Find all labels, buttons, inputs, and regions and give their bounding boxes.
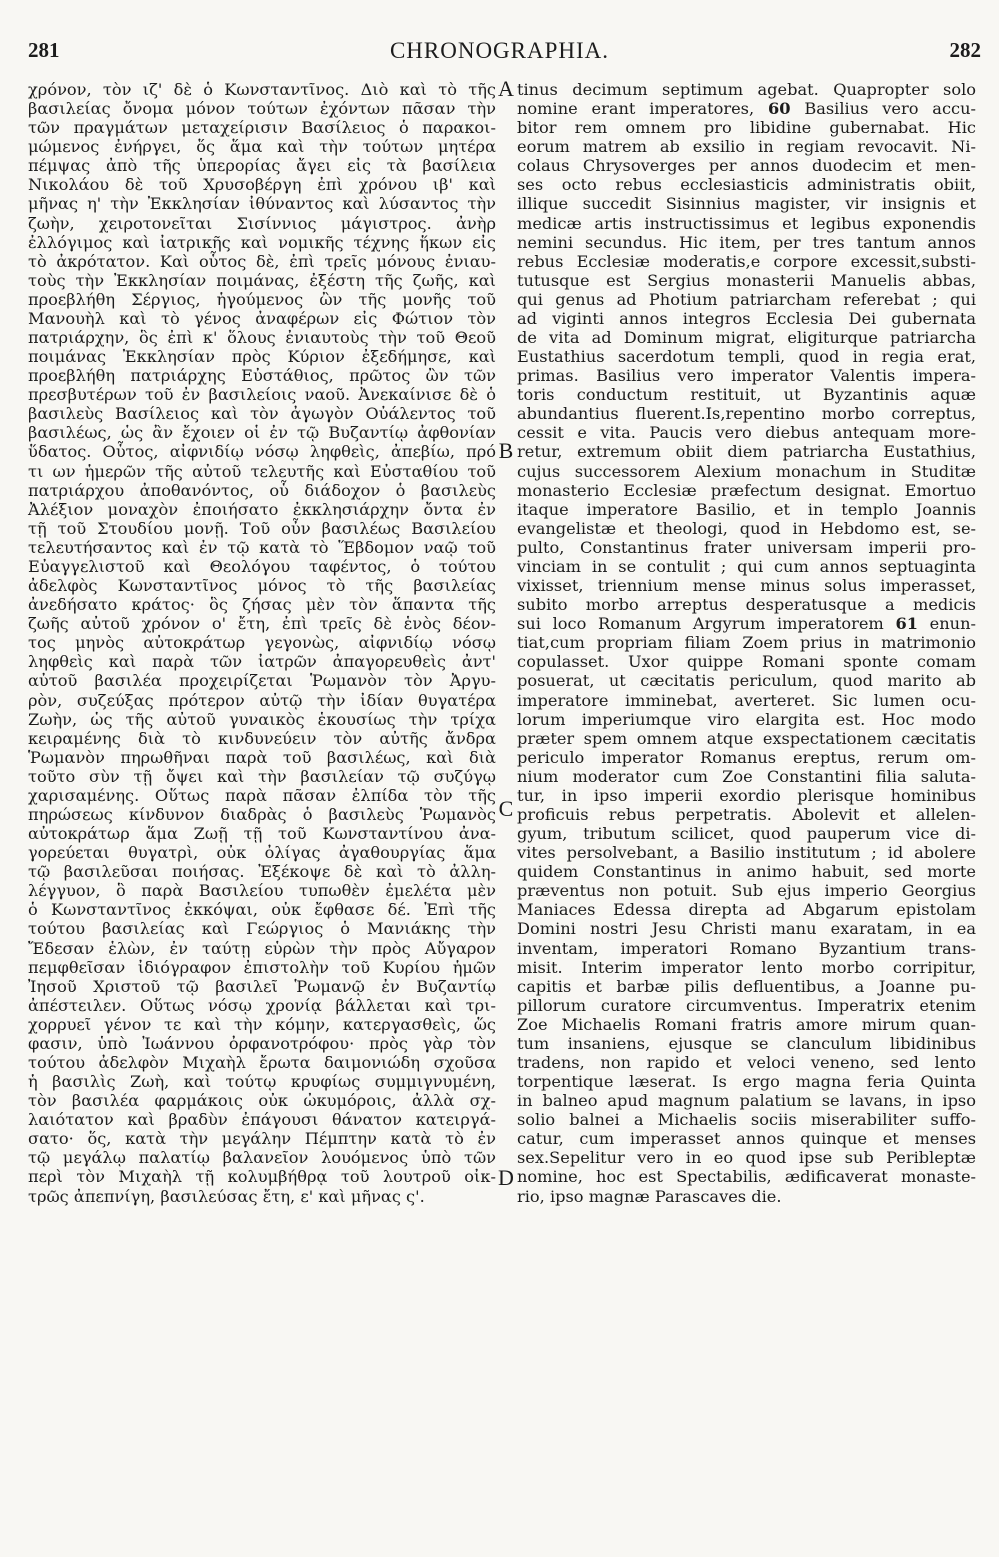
greek-text-line: τῇ τοῦ Στουδίου μονῇ. Τοῦ οὖν βασιλέως Βασιλείου [28, 518, 496, 538]
latin-text-line: sex.Sepelitur vero in eo quod ipse sub Peribleptæ [517, 1148, 976, 1168]
greek-text-line: χρόνον, τὸν ιζ' δὲ ὁ Κωνσταντῖνος. Διὸ καὶ τὸ τῆς [28, 80, 496, 99]
greek-text-line: Ἀλέξιον μοναχὸν ἐποιήσατο ἐκκλησιάρχην ὄντα ἐν [28, 499, 496, 519]
greek-text-line: τι ων ἡμερῶν τῆς αὐτοῦ τελευτῆς καὶ Εὐσταθίου τοῦ [28, 461, 496, 481]
greek-text-line: τῶν πραγμάτων μεταχείρισιν Βασίλειος ὁ παρακοι- [28, 118, 496, 138]
greek-text-line: τος μηνὸς αὐτοκράτωρ γεγονὼς, αἰφνιδίῳ νόσῳ [28, 633, 496, 653]
latin-text-line: Maniaces Edessa direpta ad Abgarum epistolam [517, 900, 976, 920]
latin-text-line: primas. Basilius vero imperator Valentis impera- [517, 366, 976, 386]
latin-text-line: præventus non potuit. Sub ejus imperio Georgius [517, 881, 976, 901]
latin-text-line: solio balnei a Michaelis sociis miserabiliter suffo- [517, 1110, 976, 1130]
greek-text-line: χαρισαμένης. Οὕτως παρὰ πᾶσαν ἐλπίδα τὸν τῆς [28, 785, 496, 805]
latin-text-line: cessit e vita. Paucis vero diebus antequam more- [517, 423, 976, 443]
greek-text-line: λέγγυον, ὃ παρὰ Βασιλείου τυπωθὲν ἐμελέτα μὲν [28, 881, 496, 901]
latin-text-line: vixisset, triennium mense minus solus imperasset, [517, 576, 976, 596]
latin-text-line: illique succedit Sisinnius magister, vir insignis et [517, 194, 976, 214]
section-marker-d: D [498, 1165, 514, 1190]
greek-text-line: τελευτήσαντος καὶ ἐν τῷ κατὰ τὸ Ἕβδομον ναῷ τοῦ [28, 537, 496, 557]
greek-text-line: αὐτοῦ βασιλέα προχειρίζεται Ῥωμανὸν τὸν Ἀργυ- [28, 671, 496, 691]
greek-text-line: τούτου ἀδελφὸν Μιχαὴλ ἔρωτα δαιμονιώδη σχοῦσα [28, 1052, 496, 1072]
latin-text-line: præter spem omnem atque exspectationem cæcitatis [517, 728, 976, 748]
latin-text-line: evangelistæ et theologi, quod in Hebdomo est, se- [517, 518, 976, 538]
latin-text-line: tradens, non rapido et veloci veneno, sed lento [517, 1052, 976, 1072]
greek-text-line: τὸν βασιλέα φαρμάκοις οὐκ ὠκυμόροις, ἀλλὰ σχ- [28, 1091, 496, 1111]
latin-text-line: quidem Constantinus in animo habuit, sed morte [517, 862, 976, 882]
latin-text-line: tutusque est Sergius monasterii Manuelis abbas, [517, 270, 976, 290]
greek-text-line: πατριάρχην, ὃς ἐπὶ κ' ὅλους ἐνιαυτοὺς τὴν τοῦ Θεοῦ [28, 328, 496, 348]
latin-text-line: gyum, tributum scilicet, quod pauperum vice di- [517, 824, 976, 844]
greek-text-line: κειραμένης διὰ τὸ κινδυνεύειν τὸν αὐτῆς ἄνδρα [28, 728, 496, 748]
greek-text-line: περὶ τὸν Μιχαὴλ τῇ κολυμβήθρᾳ τοῦ λουτροῦ οἰκ- [28, 1167, 496, 1187]
greek-text-line: Νικολάου δὲ τοῦ Χρυσοβέργη ἐπὶ χρόνου ιβ' καὶ [28, 175, 496, 195]
latin-text-line: de vita ad Dominum migrat, eligiturque patriarcha [517, 328, 976, 348]
section-marker-a: A [498, 76, 514, 101]
latin-text-line: pulto, Constantinus frater universam imperii pro- [517, 537, 976, 557]
latin-text-line: nomine, hoc est Spectabilis, ædificaverat monaste- [517, 1167, 976, 1187]
latin-text-line: Zoe Michaelis Romani fratris amore mirum quan- [517, 1014, 976, 1034]
greek-text-line: τοὺς τὴν Ἐκκλησίαν ποιμάνας, ἐξέστη τῆς ζωῆς, καὶ [28, 270, 496, 290]
latin-text-line: sui loco Romanum Argyrum imperatorem 61 enun- [517, 614, 976, 634]
greek-text-line: ἡ βασιλὶς Ζωὴ, καὶ τούτῳ κρυφίως συμμιγνυμένη, [28, 1072, 496, 1092]
greek-text-line: Ἔδεσαν ἑλὼν, ἐν ταύτῃ εὑρὼν τὴν πρὸς Αὔγαρον [28, 938, 496, 958]
greek-text-column [28, 80, 496, 1557]
latin-text-line: toris conductum restituit, ut Byzantinis aquæ [517, 385, 976, 405]
latin-text-line: cujus successorem Alexium monachum in Studitæ [517, 461, 976, 481]
latin-text-line: monasterio Ecclesiæ præfectum designat. Emortuo [517, 480, 976, 500]
latin-text-line: nemini secundus. Hic item, per tres tantum annos [517, 232, 976, 252]
greek-text-line: τῷ βασιλεῦσαι ποιήσας. Ἐξέκοψε δὲ καὶ τὸ ἀλλη- [28, 862, 496, 882]
greek-text-line: βασιλέως, ὡς ἂν ἔχοιεν οἱ ἐν τῷ Βυζαντίῳ ἀφθονίαν [28, 423, 496, 443]
greek-text-line: βασιλείας ὄνομα μόνον τούτων ἐχόντων πᾶσαν τὴν [28, 99, 496, 119]
greek-text-line: τοῦτο σὺν τῇ ὄψει καὶ τὴν βασιλείαν τῷ συζύγῳ [28, 766, 496, 786]
greek-text-line: γορεύεται θυγατρὶ, οὐκ ὀλίγας ἀγαθουργίας ἅμα [28, 843, 496, 863]
section-marker-b: B [498, 438, 514, 463]
latin-text-line: subito morbo arreptus desperatusque a medicis [517, 595, 976, 615]
page-number-left: 281 [28, 38, 60, 62]
greek-text-line: πατριάρχου ἀποθανόντος, οὗ διάδοχον ὁ βασιλεὺς [28, 480, 496, 500]
latin-text-fragment: Basilius vero accu- [790, 99, 976, 119]
latin-text-line: abundantius fluerent.Is,repentino morbo correptus, [517, 404, 976, 424]
greek-text-line: Ἰησοῦ Χριστοῦ τῷ βασιλεῖ Ῥωμανῷ ἐν Βυζαντίῳ [28, 976, 496, 996]
page-header [0, 38, 999, 78]
greek-text-line: χορρυεῖ γένον τε καὶ τὴν κόμην, κατεργασθεὶς, ὥς [28, 1014, 496, 1034]
latin-text-column [517, 80, 976, 1557]
greek-text-line: μώμενος ἐνήργει, ὅς ἅμα καὶ τὴν τούτων μητέρα [28, 137, 496, 157]
bold-numeral: 61 [895, 614, 918, 634]
latin-text-line: posuerat, ut cæcitatis periculum, quod marito ab [517, 671, 976, 691]
latin-text-line: imperatore imminebat, averteret. Sic lumen ocu- [517, 690, 976, 710]
latin-text-line: rebus Ecclesiæ moderatis,e corpore excessit,substi- [517, 251, 976, 271]
latin-text-line: tinus decimum septimum agebat. Quapropter solo [517, 80, 976, 99]
latin-text-fragment: enun- [917, 614, 976, 634]
greek-text-line: ληφθεὶς καὶ παρὰ τῶν ἰατρῶν ἀπαγορευθεὶς ἀντ' [28, 652, 496, 672]
latin-text-line: copulasset. Uxor quippe Romani sponte comam [517, 652, 976, 672]
latin-text-line: Eustathius sacerdotum templi, quod in regia erat, [517, 347, 976, 367]
greek-text-line: βασιλεὺς Βασίλειος καὶ τὸν ἀγωγὸν Οὐάλεντος τοῦ [28, 404, 496, 424]
latin-text-line: proficuis rebus perpetratis. Abolevit et allelen- [517, 804, 976, 824]
bold-numeral: 60 [767, 99, 791, 119]
greek-text-line: Ζωὴν, ὡς τῆς αὐτοῦ γυναικὸς ἑκουσίως τὴν τρίχα [28, 709, 496, 729]
greek-text-line: φασιν, ὑπὸ Ἰωάννου ὀρφανοτρόφου· πρὸς γὰρ τὸν [28, 1033, 496, 1053]
latin-text-line: qui genus ad Photium patriarcham referebat ; qui [517, 289, 976, 309]
greek-text-line: τῷ μεγάλῳ παλατίῳ βαλανεῖον λουόμενος ὑπὸ τῶν [28, 1148, 496, 1168]
latin-text-line: tiat,cum propriam filiam Zoem prius in matrimonio [517, 633, 976, 653]
greek-text-line: τούτου βασιλείας καὶ Γεώργιος ὁ Μανιάκης τὴν [28, 919, 496, 939]
greek-text-line: πηρώσεως κίνδυνον διαδρὰς ὁ βασιλεὺς Ῥωμανὸς [28, 804, 496, 824]
greek-text-line: ἀδελφὸς Κωνσταντῖνος μόνος τὸ τῆς βασιλείας [28, 576, 496, 596]
greek-text-line: ὕδατος. Οὗτος, αἰφνιδίῳ νόσῳ ληφθεὶς, ἀπεβίω, πρό [28, 442, 496, 462]
latin-text-line: capitis et barbæ pilis defluentibus, a Joanne pu- [517, 976, 976, 996]
greek-text-line: Ῥωμανὸν πηρωθῆναι παρὰ τοῦ βασιλέως, καὶ διὰ [28, 747, 496, 767]
latin-text-line: tum insaniens, ejusque se clanculum libidinibus [517, 1033, 976, 1053]
greek-text-line: τρῶς ἀπεπνίγη, βασιλεύσας ἔτη, ε' καὶ μῆνας ς'. [28, 1186, 425, 1206]
latin-text-line: torpentique læserat. Is ergo magna feria Quinta [517, 1072, 976, 1092]
latin-text-line: ad viginti annos integros Ecclesia Dei gubernata [517, 308, 976, 328]
greek-text-line: ζωὴν, χειροτονεῖται Σισίννιος μάγιστρος. ἀνὴρ [28, 213, 496, 233]
greek-text-line: Εὐαγγελιστοῦ καὶ Θεολόγου ταφέντος, ὁ τούτου [28, 556, 496, 576]
latin-text-line: lorum imperiumque viro elargita est. Hoc modo [517, 709, 976, 729]
latin-text-line: tur, in ipso imperii exordio plerisque hominibus [517, 785, 976, 805]
greek-text-line: ζωῆς αὐτοῦ χρόνον ο' ἔτη, ἐπὶ τρεῖς δὲ ἑνὸς δέον- [28, 614, 496, 634]
greek-text-line: σατο· ὅς, κατὰ τὴν μεγάλην Πέμπτην κατὰ τὸ ἐν [28, 1129, 496, 1149]
greek-text-line: ἐλλόγιμος καὶ ἰατρικῆς καὶ νομικῆς τέχνης ἥκων εἰς [28, 232, 496, 252]
greek-text-line: ὁ Κωνσταντῖνος ἐκκόψαι, οὐκ ἔφθασε δέ. Ἐπὶ τῆς [28, 900, 496, 920]
greek-text-line: πεμφθεῖσαν ἰδιόγραφον ἐπιστολὴν τοῦ Κυρίου ἡμῶν [28, 957, 496, 977]
latin-text-line: rio, ipso magnæ Parascaves die. [517, 1186, 782, 1206]
latin-text-line: misit. Interim imperator lento morbo corripitur, [517, 957, 976, 977]
latin-text-line: nium moderator cum Zoe Constantini filia saluta- [517, 766, 976, 786]
greek-text-line: ποιμάνας Ἐκκλησίαν πρὸς Κύριον ἐξεδήμησε, καὶ [28, 347, 496, 367]
greek-text-line: μῆνας η' τὴν Ἐκκλησίαν ἰθύναντος καὶ λύσαντος τὴν [28, 194, 496, 214]
greek-text-line: πέμψας ἀπὸ τῆς ὑπερορίας ἄγει εἰς τὰ βασίλεια [28, 156, 496, 176]
greek-text-line: ἀπέστειλεν. Οὕτως νόσῳ χρονίᾳ βάλλεται καὶ τρι- [28, 995, 496, 1015]
latin-text-line: bitor rem omnem pro libidine gubernabat. Hic [517, 118, 976, 138]
latin-text-line: colaus Chrysoverges per annos duodecim et men- [517, 156, 976, 176]
greek-text-line: ρὸν, συζεύξας πρότερον αὐτῷ τὴν ἰδίαν θυγατέρα [28, 690, 496, 710]
latin-text-line: vinciam in se contulit ; qui cum annos septuaginta [517, 556, 976, 576]
latin-text-line: eorum matrem ab exsilio in regiam revocavit. Ni- [517, 137, 976, 157]
greek-text-line: αὐτοκράτωρ ἅμα Ζωῇ τῇ τοῦ Κωνσταντίνου ἀνα- [28, 824, 496, 844]
latin-text-line: pillorum curatore circumventus. Imperatrix etenim [517, 995, 976, 1015]
latin-text-line: periculo imperator Romanus ereptus, rerum om- [517, 747, 976, 767]
greek-text-line: λαιότατον καὶ βραδὺν ἐπάγουσι θάνατον κατειργά- [28, 1110, 496, 1130]
latin-text-line: vites persolvebant, a Basilio institutum ; id abolere [517, 843, 976, 863]
latin-text-line: in balneo apud magnum palatium se lavans, in ipso [517, 1091, 976, 1111]
latin-text-line: Domini nostri Jesu Christi manu exaratam, in ea [517, 919, 976, 939]
latin-text-line: inventam, imperatori Romano Byzantium trans- [517, 938, 976, 958]
greek-text-line: ἀνεδήσατο κράτος· ὃς ζήσας μὲν τὸν ἅπαντα τῆς [28, 595, 496, 615]
section-marker-c: C [498, 796, 514, 821]
latin-text-line: ses octo rebus ecclesiasticis administratis obiit, [517, 175, 976, 195]
running-title: CHRONOGRAPHIA. [389, 38, 610, 63]
latin-text-line: catur, cum imperasset annos quinque et menses [517, 1129, 976, 1149]
greek-text-line: τὸ ἀκρότατον. Καὶ οὗτος δὲ, ἐπὶ τρεῖς μόνους ἐνιαυ- [28, 251, 496, 271]
greek-text-line: προεβλήθη πατριάρχης Εὐστάθιος, πρῶτος ὢν τῶν [28, 366, 496, 386]
latin-text-line: medicæ artis instructissimus et legibus exponendis [517, 213, 976, 233]
latin-text-line: retur, extremum obiit diem patriarcha Eustathius, [517, 442, 976, 462]
latin-text-line: itaque imperatore Basilio, et in templo Joannis [517, 499, 976, 519]
page-number-right: 282 [949, 38, 981, 62]
greek-text-line: προεβλήθη Σέργιος, ἡγούμενος ὢν τῆς μονῆς τοῦ [28, 289, 496, 309]
latin-text-line: nomine erant imperatores, 60 Basilius vero accu- [517, 99, 976, 119]
greek-text-line: Μανουὴλ καὶ τὸ γένος ἀναφέρων εἰς Φώτιον τὸν [28, 308, 496, 328]
greek-text-line: πρεσβυτέρων τοῦ ἐν βασιλείοις ναοῦ. Ἀνεκαίνισε δὲ ὁ [28, 385, 496, 405]
